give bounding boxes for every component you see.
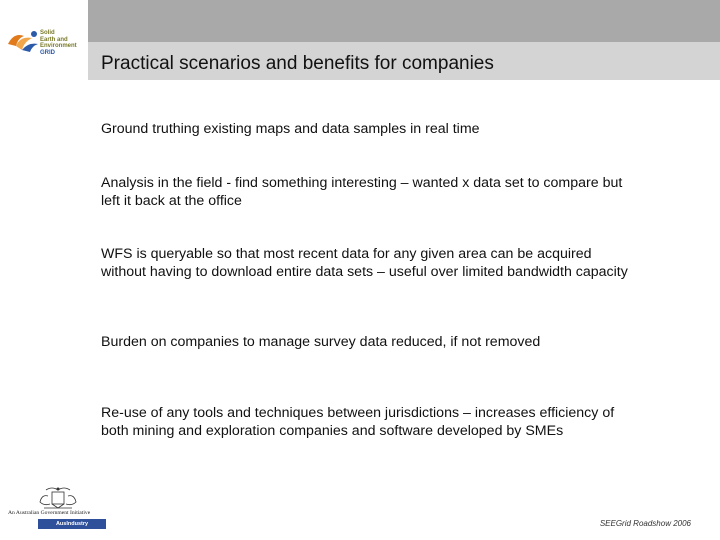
seegrid-logo xyxy=(0,0,88,110)
seegrid-logo-icon xyxy=(6,28,40,54)
logo-text xyxy=(40,30,77,56)
slide-title: Practical scenarios and benefits for companies xyxy=(101,53,494,74)
ausindustry-badge: AusIndustry xyxy=(38,519,106,529)
bullet-item: Burden on companies to manage survey data reduced, if not removed xyxy=(101,334,541,350)
bullet-item: Analysis in the field - find something interesting – wanted x data set to compare but left it back at the office xyxy=(101,175,623,209)
footer-text: SEEGrid Roadshow 2006 xyxy=(599,519,691,528)
bullet-item: Ground truthing existing maps and data samples in real time xyxy=(101,121,480,137)
logo-line: Environment xyxy=(40,43,77,49)
logo-line: GRID xyxy=(40,49,55,56)
bullet-item: WFS is queryable so that most recent data for any given area can be acquired without having to download entire data sets – useful over limited bandwidth capacity xyxy=(101,246,628,280)
government-initiative-text: An Australian Government Initiative xyxy=(8,510,91,516)
bullet-item: Re-use of any tools and techniques between jurisdictions – increases efficiency of both mining and exploration companies and software developed by SMEs xyxy=(101,405,615,439)
logo-line: Earth and xyxy=(40,36,68,43)
logo-line: Solid xyxy=(40,30,55,36)
